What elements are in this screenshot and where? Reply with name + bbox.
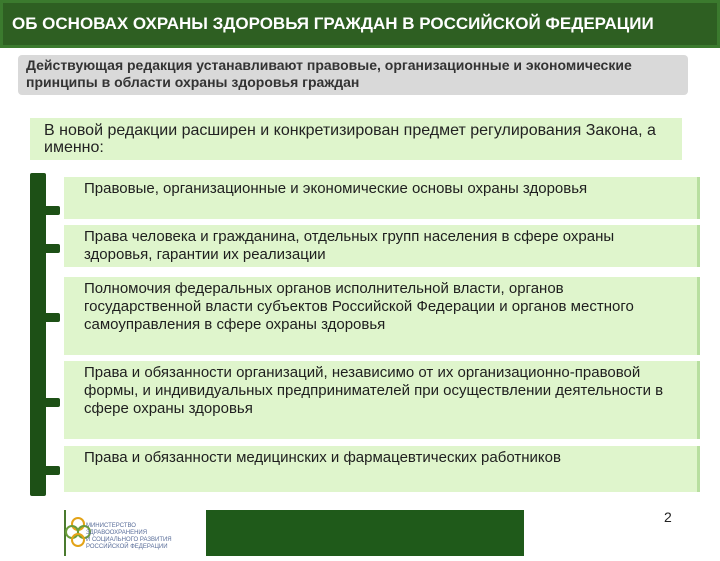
list-item [64,277,700,355]
list-item-text: Права и обязанности организаций, независимо от их организационно-правовой формы, и индивидуальных предпринимателей при осуществлении деятельности в сфере охраны здоровья [84,364,664,417]
list-vertical-bar [30,173,46,496]
list-item [64,177,700,219]
list-connector [42,398,60,407]
ministry-logo-text: МИНИСТЕРСТВО ЗДРАВООХРАНЕНИЯ И СОЦИАЛЬНОГО РАЗВИТИЯ РОССИЙСКОЙ ФЕДЕРАЦИИ [86,523,172,550]
list-connector [42,313,60,322]
page-number: 2 [664,509,672,525]
list-item-text: Полномочия федеральных органов исполнительной власти, органов государственной власти субъектов Российской Федерации и органов местного самоуправления в сфере охраны здоровья [84,280,634,333]
intro-text: В новой редакции расширен и конкретизирован предмет регулирования Закона, а именно: [44,122,656,156]
footer-bar [206,510,524,556]
slide-title-text: ОБ ОСНОВАХ ОХРАНЫ ЗДОРОВЬЯ ГРАЖДАН В РОССИЙСКОЙ ФЕДЕРАЦИИ [12,14,654,33]
slide-title [0,0,720,48]
list-item [64,446,700,492]
list-connector [42,206,60,215]
subtitle-text: Действующая редакция устанавливают правовые, организационные и экономические принципы в области охраны здоровья граждан [26,57,632,90]
list-item [64,225,700,267]
list-item-text: Права человека и гражданина, отдельных групп населения в сфере охраны здоровья, гарантии их реализации [84,228,615,263]
list-connector [42,244,60,253]
list-item-text: Права и обязанности медицинских и фармацевтических работников [84,449,561,466]
list-connector [42,466,60,475]
list-item [64,361,700,439]
list-item-text: Правовые, организационные и экономические основы охраны здоровья [84,180,588,197]
subtitle-box [18,55,688,95]
intro-box [30,118,682,160]
